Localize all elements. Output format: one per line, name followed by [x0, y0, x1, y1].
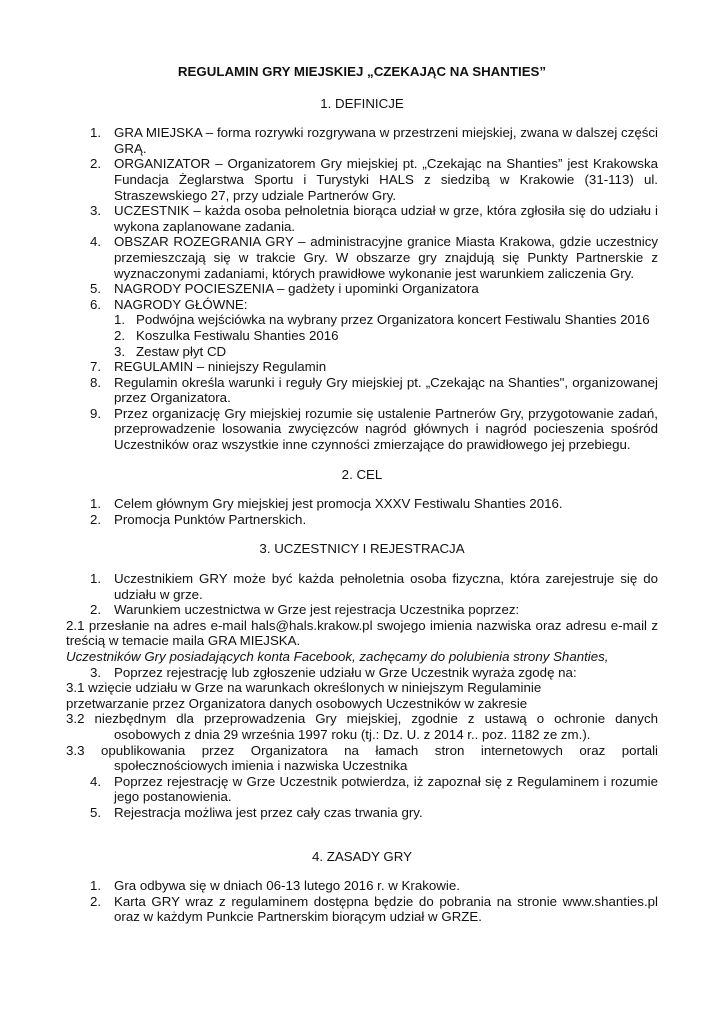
item-text: Karta GRY wraz z regulaminem dostępna będzie do pobrania na stronie www.shanties.pl oraz w każdym Punkcie Partnerskim biorącym udział w GRZE. — [114, 893, 658, 925]
prize-item — [66, 312, 658, 328]
item-text: Poprzez rejestrację lub zgłoszenie udziału w Grze Uczestnik wyraża zgodę na: — [114, 664, 577, 680]
list-item — [66, 894, 658, 925]
item-number: 8. — [90, 374, 102, 390]
item-text: Uczestnikiem GRY może być każda pełnoletnia osoba fizyczna, która zarejestruje się do udziału w grze. — [114, 571, 658, 602]
list-item — [66, 359, 658, 375]
item-text: Promocja Punktów Partnerskich. — [114, 511, 307, 527]
list-item — [66, 297, 658, 313]
list-item — [66, 375, 658, 406]
subclause-3-3: 3.3 opublikowania przez Organizatora na łamach stron internetowych oraz portali społecznościowych imienia i nazwiska Uczestnika — [66, 742, 658, 774]
list-item — [66, 406, 658, 453]
subclause-3-2: 3.2 niezbędnym dla przeprowadzenia Gry miejskiej, zgodnie z ustawą o ochronie danych osobowych z dnia 29 września 1997 roku (tj.: Dz. U. z 2014 r.. poz. 1182 ze zm.). — [66, 711, 658, 742]
section-heading-rules: 4. ZASADY GRY — [311, 848, 412, 864]
item-number: 1. — [90, 571, 102, 587]
item-number: 4. — [90, 773, 102, 789]
participants-list — [66, 571, 658, 821]
list-item — [66, 156, 658, 203]
item-text: OBSZAR ROZEGRANIA GRY – administracyjne granice Miasta Krakowa, gdzie uczestnicy przemieszczają się w trakcie Gry. W obszarze gry znajdują się Punkty Partnerskie z wyznaczonymi zadaniami, których prawidłowe wykonanie jest warunkiem zaliczenia Gry. — [114, 234, 658, 281]
item-number: 1. — [114, 312, 126, 328]
item-number: 1. — [90, 125, 102, 141]
item-text: GRA MIEJSKA – forma rozrywki rozgrywana w przestrzeni miejskiej, zwana w dalszej części GRĄ. — [114, 125, 658, 156]
list-item — [66, 571, 658, 602]
spacer — [66, 821, 658, 835]
item-number: 2. — [90, 602, 102, 618]
list-item — [66, 125, 658, 156]
item-number: 3. — [90, 203, 102, 219]
item-text: Przez organizację Gry miejskiej rozumie się ustalenie Partnerów Gry, przygotowanie zadań, przeprowadzenie losowania zwycięzców nagród głównych i nagród pocieszenia spośród Uczestników oraz wszystkie inne czynności zmierzające do prawidłowego jej przebiegu. — [114, 405, 658, 453]
definitions-list — [66, 125, 658, 452]
item-text: ORGANIZATOR – Organizatorem Gry miejskiej pt. „Czekając na Shanties” jest Krakowska Fundacja Żeglarstwa Sportu i Turystyki HALS z siedzibą w Krakowie (31-113) ul. Straszewskiego 27, przy udziale Partnerów Gry. — [114, 156, 658, 203]
item-text: Rejestracja możliwa jest przez cały czas trwania gry. — [114, 804, 423, 820]
subclause-2-1: 2.1 przesłanie na adres e-mail hals@hals.krakow.pl swojego imienia nazwiska oraz adresu e-mail z treścią w temacie maila GRA MIEJSKA. — [66, 617, 658, 649]
item-number: 2. — [114, 327, 126, 343]
list-item — [66, 665, 658, 681]
item-text: UCZESTNIK – każda osoba pełnoletnia biorąca udział w grze, która zgłosiła się do udziału i wykona zaplanowane zadania. — [114, 203, 658, 234]
list-item — [66, 281, 658, 297]
list-item — [66, 805, 658, 821]
list-item — [66, 496, 658, 512]
goal-list — [66, 496, 658, 527]
list-item — [66, 602, 658, 618]
item-number: 2. — [90, 156, 102, 172]
item-text: Gra odbywa się w dniach 06-13 lutego 2016 r. w Krakowie. — [114, 878, 460, 894]
document-title: REGULAMIN GRY MIEJSKIEJ „CZEKAJĄC NA SHANTIES” — [177, 64, 547, 79]
prize-item — [66, 328, 658, 344]
facebook-note: Uczestników Gry posiadających konta Facebook, zachęcamy do polubienia strony Shanties, — [66, 649, 609, 664]
item-text: Regulamin określa warunki i reguły Gry miejskiej pt. „Czekając na Shanties", organizowanej przez Organizatora. — [114, 374, 658, 406]
item-number: 3. — [114, 343, 126, 359]
item-number: 9. — [90, 405, 102, 421]
subclause-3-1: 3.1 wzięcie udziału w Grze na warunkach określonych w niniejszym Regulaminie — [66, 680, 542, 696]
prize-item — [66, 344, 658, 360]
item-number: 3. — [90, 664, 102, 680]
item-number: 4. — [90, 234, 102, 250]
item-text: NAGRODY POCIESZENIA – gadżety i upominki Organizatora — [114, 281, 479, 297]
subclause-3-1-continued: przetwarzanie przez Organizatora danych osobowych Uczestników w zakresie — [66, 695, 528, 711]
item-number: 2. — [90, 511, 102, 527]
section-heading-definitions: 1. DEFINICJE — [320, 95, 404, 111]
item-text: Warunkiem uczestnictwa w Grze jest rejestracja Uczestnika poprzez: — [114, 602, 520, 618]
list-item — [66, 512, 658, 528]
item-text: NAGRODY GŁÓWNE: — [114, 296, 248, 312]
section-heading-participants: 3. UCZESTNICY I REJESTRACJA — [259, 541, 465, 557]
list-item — [66, 878, 658, 894]
item-text: Poprzez rejestrację w Grze Uczestnik potwierdza, iż zapoznał się z Regulaminem i rozumie jego postanowienia. — [114, 773, 658, 805]
list-item — [66, 774, 658, 805]
list-item — [66, 234, 658, 281]
section-heading-goal: 2. CEL — [341, 466, 383, 482]
item-number: 5. — [90, 804, 102, 820]
item-text: Zestaw płyt CD — [136, 343, 227, 359]
item-number: 1. — [90, 878, 102, 894]
item-number: 7. — [90, 359, 102, 375]
item-number: 6. — [90, 296, 102, 312]
item-number: 2. — [90, 893, 102, 909]
item-text: Koszulka Festiwalu Shanties 2016 — [136, 327, 339, 343]
item-number: 1. — [90, 496, 102, 512]
item-text: REGULAMIN – niniejszy Regulamin — [114, 359, 327, 375]
item-number: 5. — [90, 281, 102, 297]
document-page — [66, 64, 658, 925]
item-text: Podwójna wejściówka na wybrany przez Organizatora koncert Festiwalu Shanties 2016 — [136, 312, 650, 328]
list-item — [66, 203, 658, 234]
rules-list — [66, 878, 658, 925]
item-text: Celem głównym Gry miejskiej jest promocja XXXV Festiwalu Shanties 2016. — [114, 496, 563, 512]
